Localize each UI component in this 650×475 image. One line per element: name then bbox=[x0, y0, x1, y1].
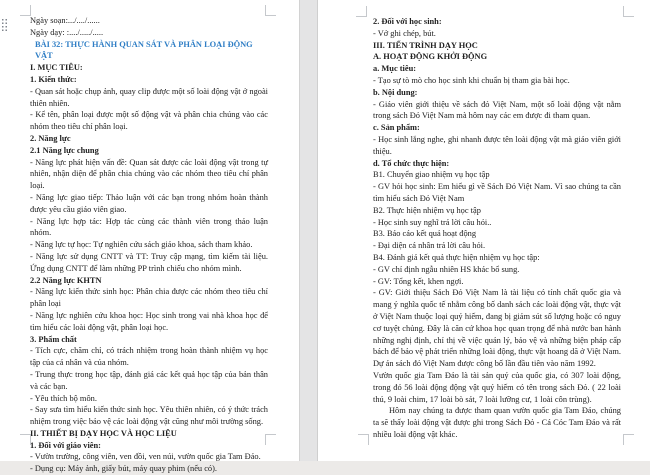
paragraph: c. Sản phẩm: bbox=[373, 123, 420, 133]
paragraph: - Năng lực sử dụng CNTT và TT: Truy cập mạng, tìm kiếm tài liệu. Ứng dụng CNTT để làm những PP trình chiếu cho nhóm mình. bbox=[30, 251, 268, 273]
paragraph: I. MỤC TIÊU: bbox=[30, 63, 83, 73]
paragraph: - Trung thực trong học tập, đánh giá các kết quả học tập của bản thân và các bạn. bbox=[30, 369, 268, 391]
margin-crop-mark bbox=[20, 434, 31, 445]
paragraph: - Học sinh suy nghĩ trả lời câu hỏi.. bbox=[373, 217, 492, 227]
paragraph: - Dụng cụ: Máy ảnh, giấy bút, máy quay phim (nếu có). bbox=[30, 464, 217, 474]
paragraph: - Học sinh lắng nghe, ghi nhanh được tên loài động vật mà giáo viên giới thiệu. bbox=[373, 134, 621, 156]
paragraph: - Vở ghi chép, bút. bbox=[373, 28, 436, 38]
paragraph: - Tích cực, chăm chỉ, có trách nhiệm trong hoàn thành nhiệm vụ học tập của cá nhân và của nhóm. bbox=[30, 346, 268, 368]
paragraph: 3. Phẩm chất bbox=[30, 334, 77, 344]
paragraph: - Năng lực hợp tác: Hợp tác cùng các thành viên trong thảo luận nhóm. bbox=[30, 216, 268, 238]
paragraph: - Giáo viên giới thiệu về sách đỏ Việt Nam, một số loài động vật nằm trong sách Đỏ Việt Nam mà hôm nay các em được đi tham quan. bbox=[373, 99, 621, 121]
paragraph: - GV hỏi học sinh: Em hiểu gì về Sách Đỏ Việt Nam. Vì sao chúng ta cần tìm hiểu sách Đỏ Việt Nam bbox=[373, 182, 621, 203]
page-gap bbox=[299, 0, 318, 461]
margin-crop-mark bbox=[623, 6, 634, 17]
paragraph: - Kể tên, phân loại được một số động vật và phân chia chúng vào các nhóm theo tiêu chí phân loại. bbox=[30, 110, 268, 132]
margin-crop-mark bbox=[20, 5, 31, 16]
paragraph: a. Mục tiêu: bbox=[373, 64, 417, 74]
paragraph: II. THIẾT BỊ DẠY HỌC VÀ HỌC LIỆU bbox=[30, 428, 177, 438]
margin-crop-mark bbox=[265, 434, 276, 445]
paragraph: - Năng lực phát hiện vấn đề: Quan sát được các loài động vật trong tự nhiên, nhận diện để phân chia chúng vào các nhóm theo tiêu chí phân loại. bbox=[30, 157, 268, 191]
paragraph: - Say sưa tìm hiểu kiến thức sinh học. Yêu thiên nhiên, có ý thức trách nhiệm trong việc bảo vệ các loài động vật cũng như môi trường sống. bbox=[30, 405, 268, 427]
document-page-2 bbox=[318, 0, 650, 461]
page-2-text-area bbox=[318, 0, 621, 441]
paragraph: - Quan sát hoặc chụp ảnh, quay clip được một số loài động vật ở ngoài thiên nhiên. bbox=[30, 86, 268, 108]
paragraph: - Yêu thích bộ môn. bbox=[30, 393, 97, 403]
paragraph: - Năng lực nghiên cứu khoa học: Học sinh trong vai nhà khoa học để tìm hiểu các loài động vật, phân loại học. bbox=[30, 310, 268, 332]
paragraph: - Đại diện cá nhân trả lời câu hỏi. bbox=[373, 241, 486, 251]
paragraph: Ngày soạn:.../..../...... bbox=[30, 16, 100, 25]
paragraph: B2. Thực hiện nhiệm vụ học tập bbox=[373, 205, 481, 215]
paragraph: 1. Kiến thức: bbox=[30, 74, 77, 84]
drag-handle-icon[interactable] bbox=[1, 18, 9, 32]
document-page-1 bbox=[0, 0, 299, 474]
paragraph: B3. Báo cáo kết quả hoạt động bbox=[373, 229, 477, 239]
paragraph: - Năng lực giao tiếp: Thảo luận với các bạn trong nhóm hoàn thành được yêu cầu giáo viên giao. bbox=[30, 192, 268, 214]
paragraph: - GV: Tổng kết, khen ngợi. bbox=[373, 276, 464, 286]
margin-crop-mark bbox=[356, 6, 367, 17]
paragraph: - Năng lực tự học: Tự nghiên cứu sách giáo khoa, sách tham khảo. bbox=[30, 240, 253, 250]
paragraph: 1. Đối với giáo viên: bbox=[30, 440, 101, 450]
paragraph: - Tạo sự tò mò cho học sinh khi chuẩn bị tham gia bài học. bbox=[373, 75, 570, 85]
lesson-title: BÀI 32: THỰC HÀNH QUAN SÁT VÀ PHÂN LOẠI ĐỘNG VẬT bbox=[35, 39, 253, 61]
margin-crop-mark bbox=[623, 434, 634, 445]
paragraph: 2.1 Năng lực chung bbox=[30, 145, 99, 155]
paragraph: d. Tổ chức thực hiện: bbox=[373, 158, 450, 168]
paragraph: B4. Đánh giá kết quả thực hiện nhiệm vụ học tập: bbox=[373, 252, 540, 262]
paragraph: 2. Đối với học sinh: bbox=[373, 17, 442, 26]
margin-crop-mark bbox=[358, 434, 369, 445]
paragraph: III. TIẾN TRÌNH DẠY HỌC bbox=[373, 40, 478, 50]
paragraph: - Năng lực kiến thức sinh học: Phân chia được các nhóm theo tiêu chí phân loại bbox=[30, 287, 268, 309]
paragraph: Vườn quốc gia Tam Đảo là tài sản quý của quốc gia, có 307 loài động, trong đó 56 loài động động vật quý hiếm có tên trong sách Đỏ. ( 22 loài thú, 9 loài chim, 17 loài bò sát, 7 loài lưỡng cư, 1 loài côn trùng). bbox=[373, 370, 621, 404]
paragraph: 2.2 Năng lực KHTN bbox=[30, 275, 102, 285]
paragraph: A. HOẠT ĐỘNG KHỞI ĐỘNG bbox=[373, 52, 488, 62]
paragraph: b. Nội dung: bbox=[373, 87, 418, 97]
page-1-text-area bbox=[0, 0, 268, 475]
paragraph: 2. Năng lực bbox=[30, 133, 71, 143]
margin-crop-mark bbox=[265, 5, 276, 16]
paragraph: Hôm nay chúng ta được tham quan vườn quốc gia Tam Đảo, chúng ta sẽ thấy loài động vật được ghi trong Sách Đỏ - Cá Cóc Tam Đảo và rất nhiều loài động vật khác. bbox=[373, 406, 621, 439]
paragraph: - GV: Giới thiệu Sách Đỏ Việt Nam là tài liệu có tính chất quốc gia và mang ý nghĩa quốc tế nhằm công bố danh sách các loài động vật, thực vật ở Việt Nam thuộc loại quý hiếm, đang bị giảm sút số lượng hoặc có nguy cơ tuyệt chủng. Đây là căn cứ khoa học quan trọng để nhà nước ban hành những nghị định, chỉ thị về việc quản lý, bảo vệ và những biện pháp cấp bách để bảo vệ phát triển những loài động, thực vật hoang dã ở Việt Nam. Dự án sách đỏ Việt Nam được công bố lần đầu tiên vào năm 1992. bbox=[373, 288, 621, 369]
paragraph: Ngày dạy: :..../...../..... bbox=[30, 27, 104, 37]
paragraph: B1. Chuyển giao nhiệm vụ học tập bbox=[373, 170, 490, 180]
paragraph: - Vườn trường, công viên, ven đồi, ven núi, vườn quốc gia Tam Đảo. bbox=[30, 452, 261, 462]
paragraph: - GV chỉ định ngẫu nhiên HS khác bổ sung. bbox=[373, 264, 520, 274]
